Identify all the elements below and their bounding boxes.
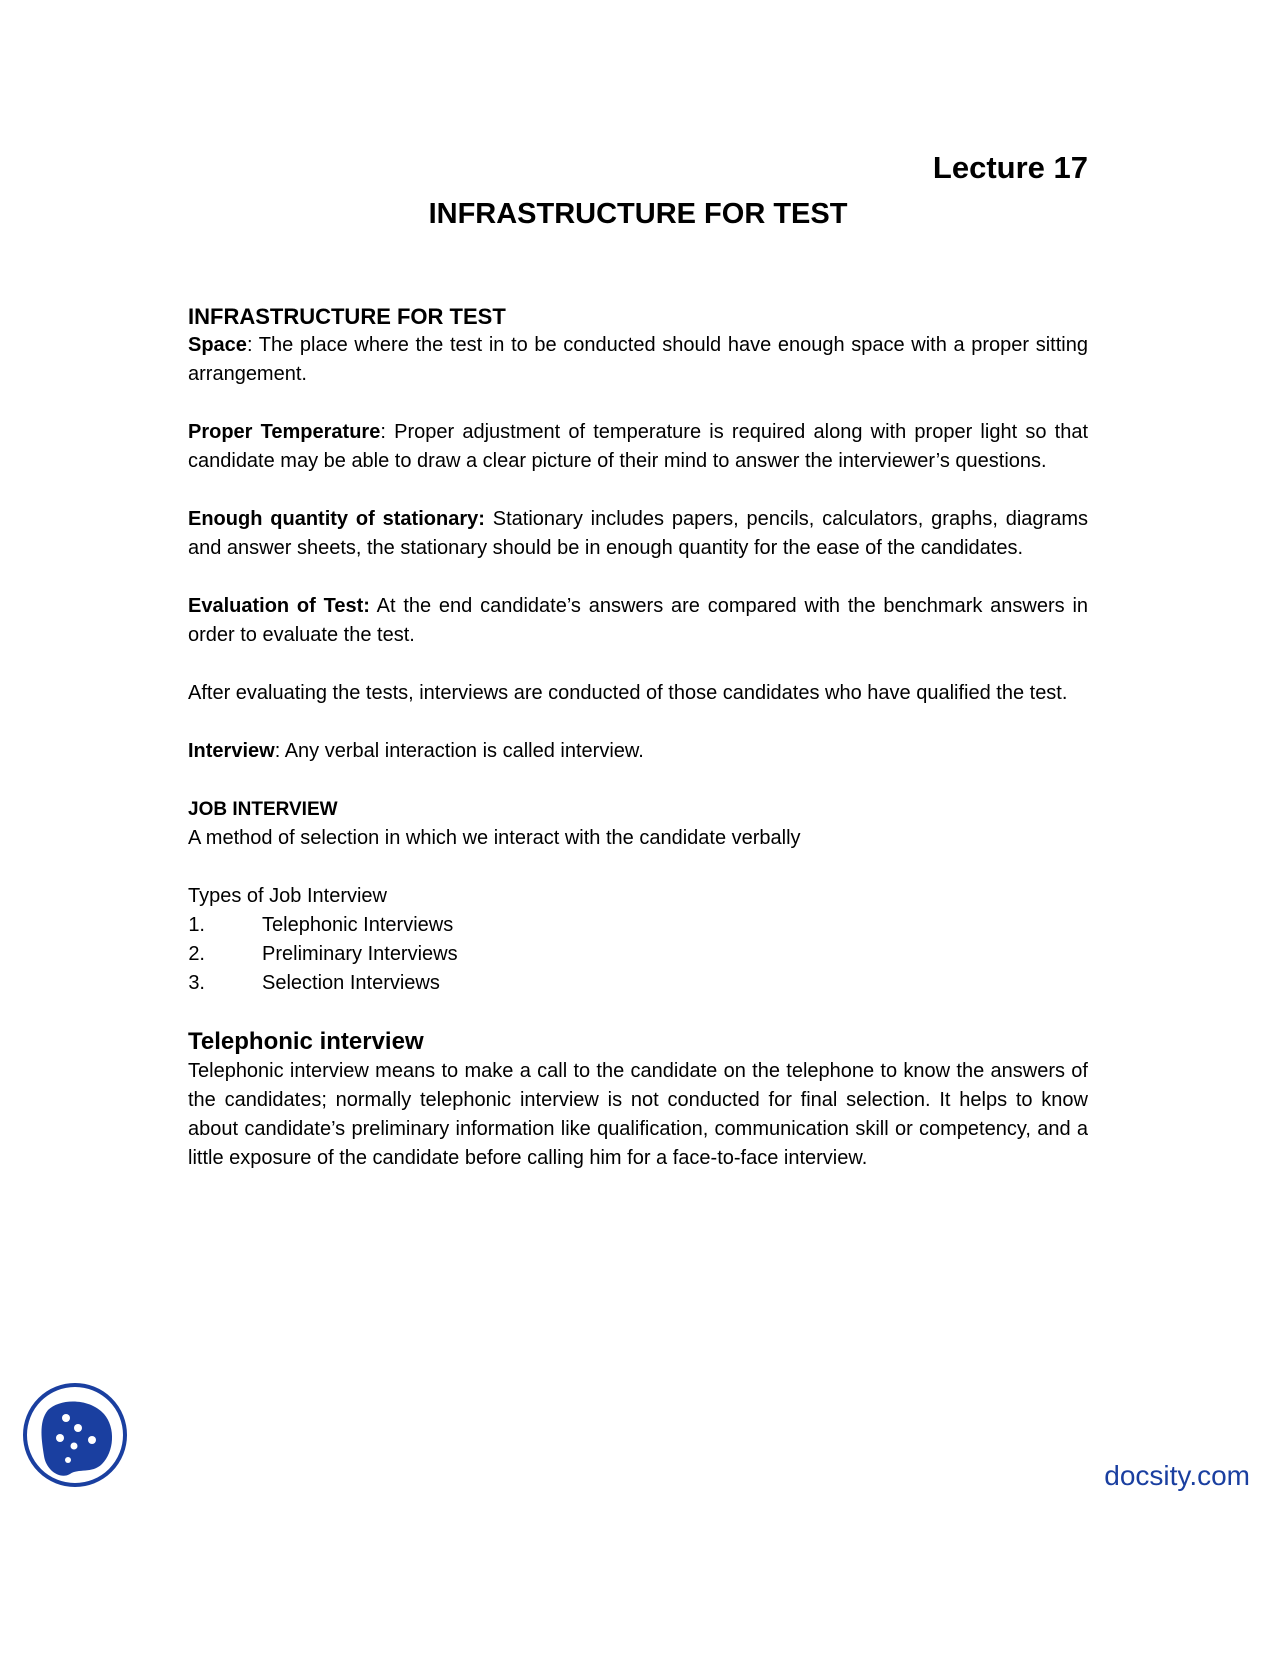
brand-link[interactable]: docsity.com <box>1104 1460 1250 1491</box>
paragraph-space <box>188 331 1088 389</box>
section-heading: INFRASTRUCTURE FOR TEST <box>188 304 506 329</box>
job-interview-definition: A method of selection in which we interact with the candidate verbally <box>188 827 801 849</box>
text-space: : The place where the test in to be conducted should have enough space with a proper sitting arrangement. <box>188 334 1088 385</box>
list-item <box>188 969 1088 998</box>
paragraph-stationary <box>188 505 1088 563</box>
term-space: Space <box>188 334 247 356</box>
list-item-label: Preliminary Interviews <box>262 943 458 965</box>
paragraph-temperature <box>188 418 1088 476</box>
list-item-number: 1. <box>188 914 205 936</box>
text-temperature: : Proper adjustment of temperature is required along with proper light so that candidate may be able to draw a clear picture of their mind to answer the interviewer’s questions. <box>188 421 1089 472</box>
docsity-logo-icon[interactable] <box>20 1380 130 1490</box>
term-temperature: Proper Temperature <box>188 421 381 443</box>
job-interview-heading: JOB INTERVIEW <box>188 799 338 820</box>
list-item-number: 3. <box>188 972 205 994</box>
types-label: Types of Job Interview <box>188 885 387 907</box>
list-item-number: 2. <box>188 943 205 965</box>
text-stationary: Stationary includes papers, pencils, calculators, graphs, diagrams and answer sheets, the stationary should be in enough quantity for the ease of the candidates. <box>188 508 1088 559</box>
types-list <box>188 911 1088 998</box>
term-evaluation: Evaluation of Test: <box>188 595 370 617</box>
list-item <box>188 911 1088 940</box>
document-body <box>188 302 1088 1202</box>
lecture-number: Lecture 17 <box>932 150 1088 185</box>
telephonic-heading: Telephonic interview <box>188 1028 424 1055</box>
telephonic-paragraph: Telephonic interview means to make a call to the candidate on the telephone to know the answers of the candidates; normally telephonic interview is not conducted for final selection. It helps to know about candidate’s preliminary information like qualification, communication skill or competency, and a little exposure of the candidate before calling him for a face-to-face interview. <box>188 1060 1088 1169</box>
paragraph-after: After evaluating the tests, interviews are conducted of those candidates who have qualified the test. <box>188 682 1068 704</box>
list-item-label: Telephonic Interviews <box>262 914 454 936</box>
paragraph-interview <box>188 737 1088 766</box>
page-title: INFRASTRUCTURE FOR TEST <box>428 198 848 230</box>
paragraph-evaluation <box>188 592 1088 650</box>
text-evaluation: At the end candidate’s answers are compared with the benchmark answers in order to evaluate the test. <box>188 595 1089 646</box>
text-interview: : Any verbal interaction is called interview. <box>274 740 644 762</box>
term-interview: Interview <box>188 740 275 762</box>
list-item <box>188 940 1088 969</box>
list-item-label: Selection Interviews <box>262 972 440 994</box>
term-stationary: Enough quantity of stationary: <box>188 508 485 530</box>
